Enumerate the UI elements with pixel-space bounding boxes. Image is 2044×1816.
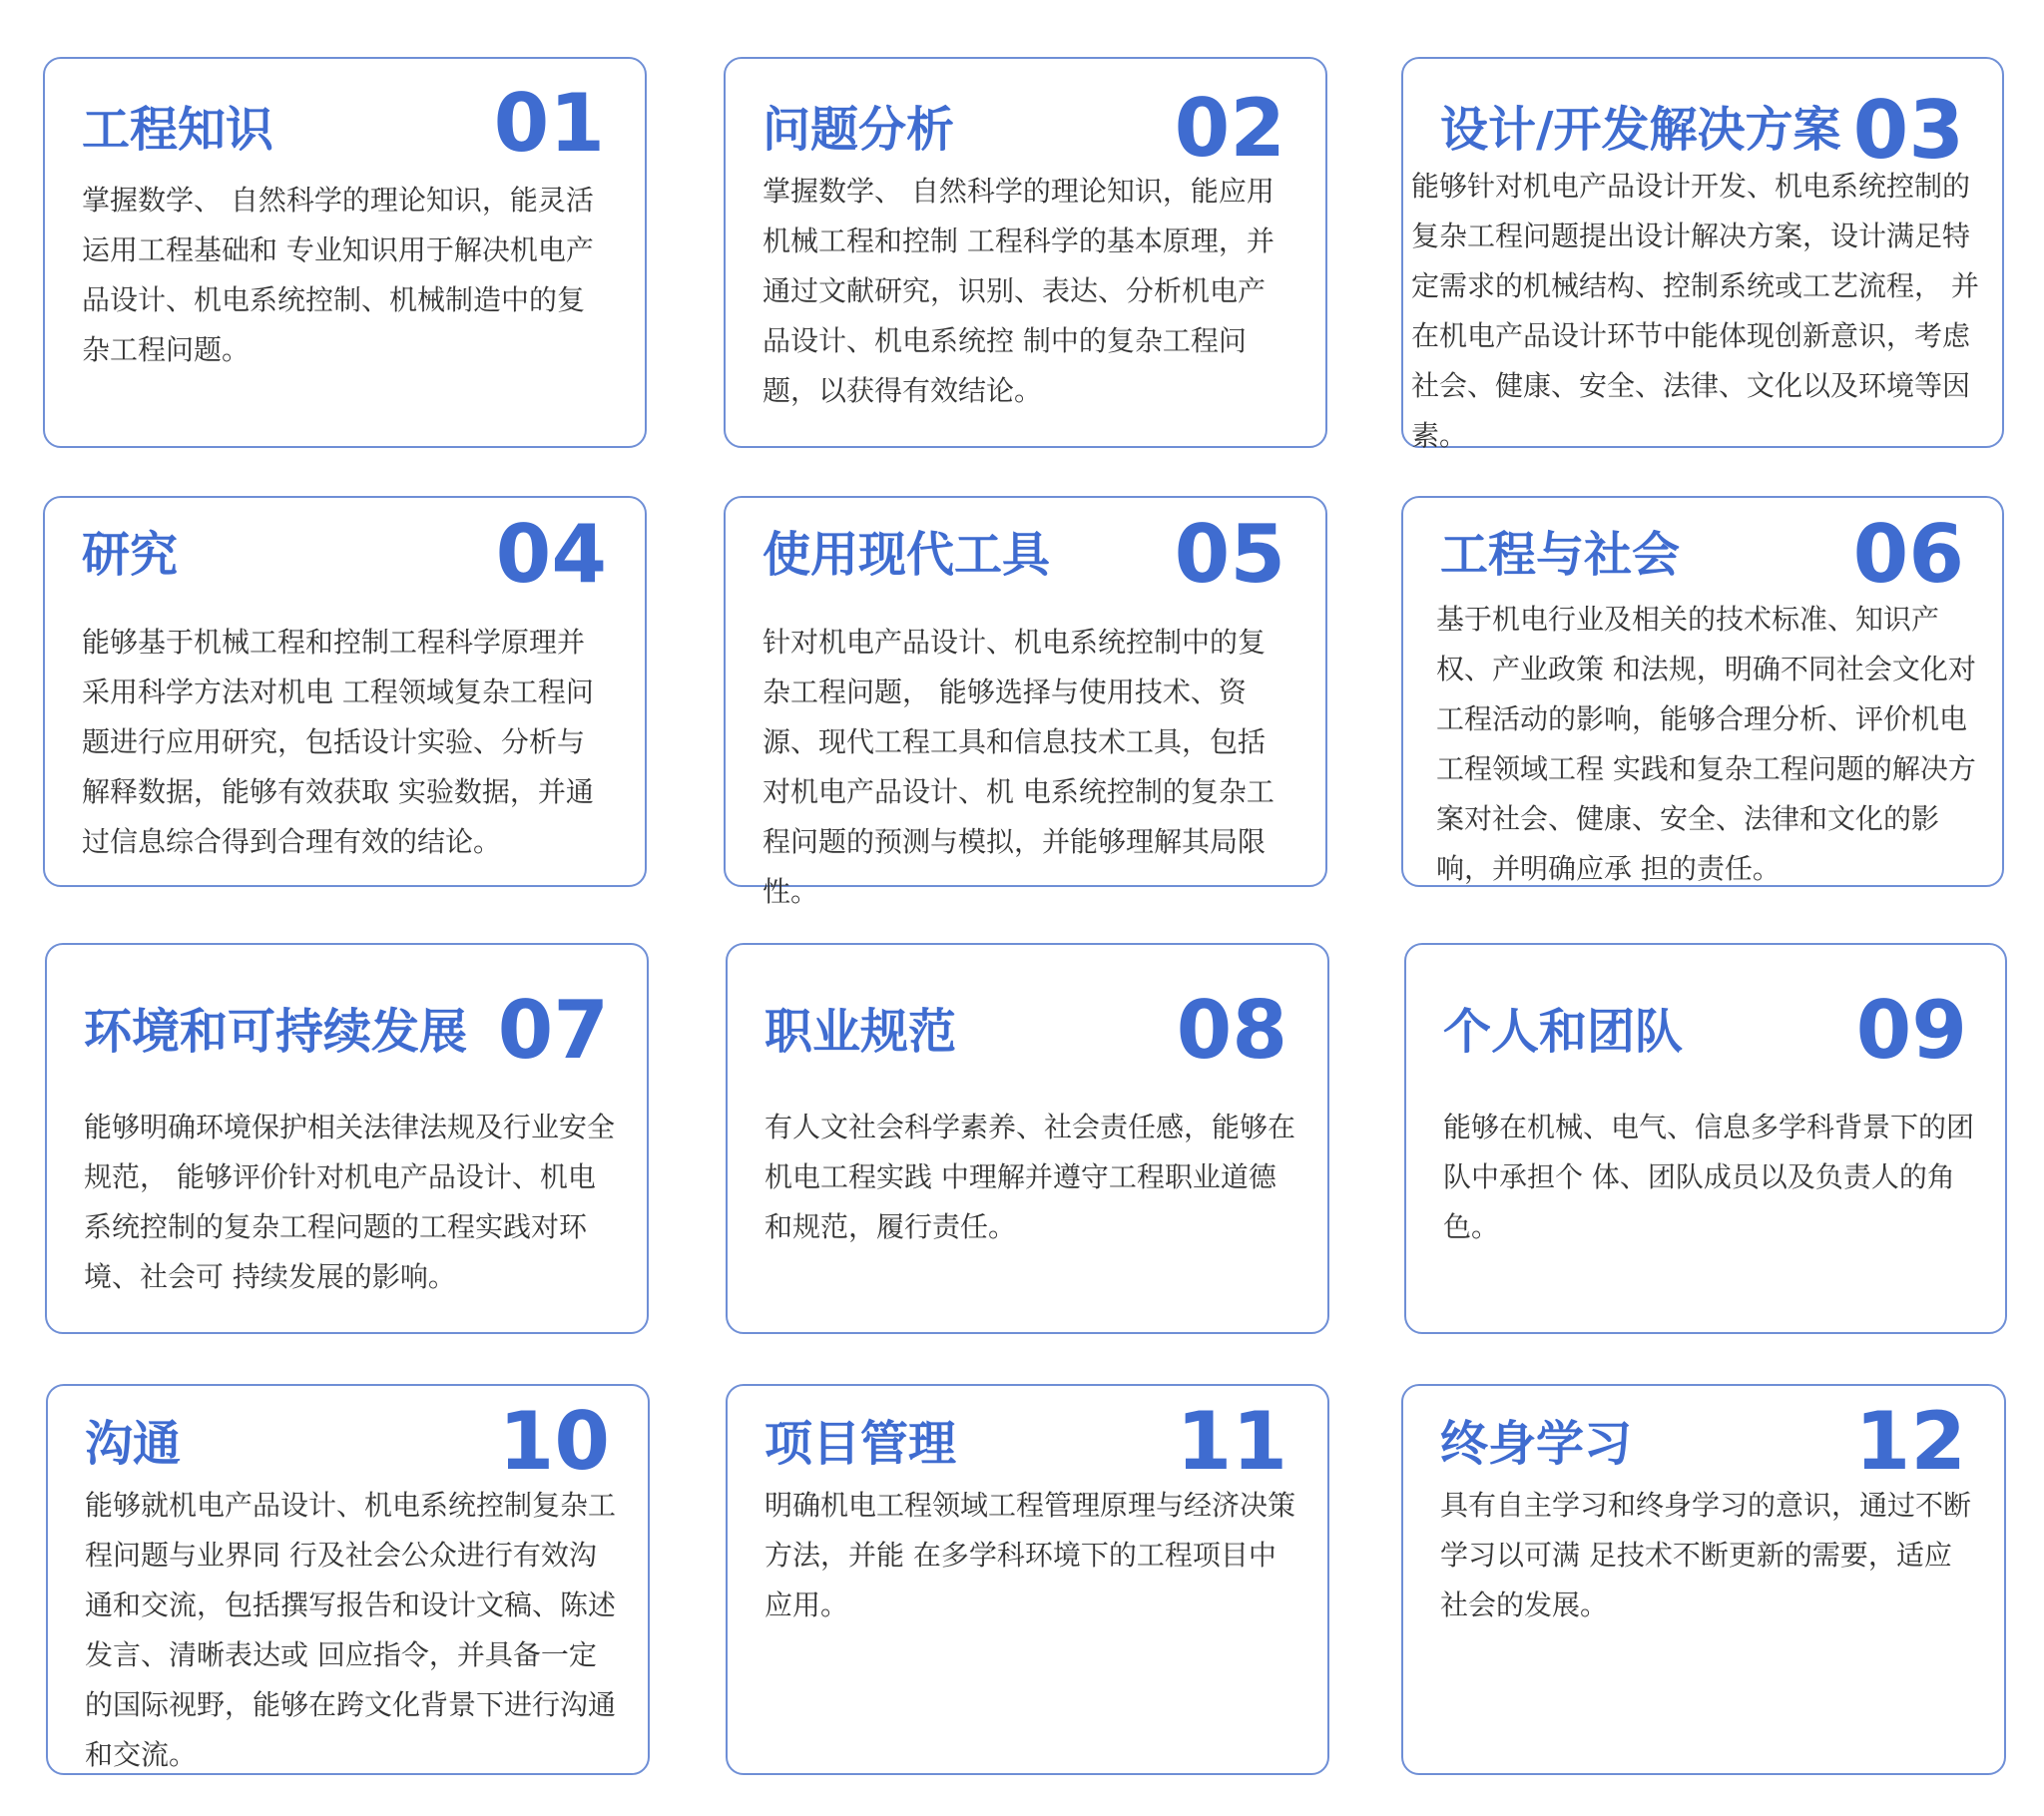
outcome-card-11	[726, 1384, 1329, 1775]
outcome-card-06	[1401, 496, 2004, 887]
card-title: 项目管理	[765, 1416, 957, 1472]
card-description: 具有自主学习和终身学习的意识，通过不断学习以可满 足技术不断更新的需要，适应社会的发展。	[1440, 1489, 1972, 1621]
card-number: 09	[1855, 984, 1967, 1077]
card-description: 能够针对机电产品设计开发、机电系统控制的复杂工程问题提出设计解决方案，设计满足特定需求的机械结构、控制系统或工艺流程， 并在机电产品设计环节中能体现创新意识，考虑社会、健康、安全、法律、文化以及环境等因素。	[1411, 170, 1979, 452]
card-description: 掌握数学、 自然科学的理论知识，能应用机械工程和控制 工程科学的基本原理，并通过文献研究，识别、表达、分析机电产品设计、机电系统控 制中的复杂工程问题，以获得有效结论。	[763, 175, 1275, 407]
card-title: 研究	[82, 527, 179, 583]
card-description: 能够基于机械工程和控制工程科学原理并采用科学方法对机电 工程领域复杂工程问题进行应用研究，包括设计实验、分析与解释数据，能够有效获取 实验数据，并通过信息综合得到合理有效的结论。	[82, 626, 594, 858]
card-title: 终身学习	[1440, 1416, 1633, 1472]
card-title: 沟通	[85, 1416, 182, 1472]
card-description: 掌握数学、 自然科学的理论知识，能灵活运用工程基础和 专业知识用于解决机电产品设计、机电系统控制、机械制造中的复杂工程问题。	[82, 184, 594, 366]
card-number: 03	[1852, 84, 1964, 177]
card-title: 环境和可持续发展	[84, 1004, 468, 1060]
card-description: 能够在机械、电气、信息多学科背景下的团队中承担个 体、团队成员以及负责人的角色。	[1443, 1111, 1975, 1243]
card-title: 工程与社会	[1440, 527, 1681, 583]
card-number: 08	[1176, 984, 1287, 1077]
card-description: 针对机电产品设计、机电系统控制中的复杂工程问题， 能够选择与使用技术、资源、现代工程工具和信息技术工具，包括对机电产品设计、机 电系统控制的复杂工程问题的预测与模拟，并能够理解其局限性。	[763, 626, 1275, 908]
outcome-card-07	[45, 943, 649, 1334]
card-description: 能够就机电产品设计、机电系统控制复杂工程问题与业界同 行及社会公众进行有效沟通和交流，包括撰写报告和设计文稿、陈述发言、清晰表达或 回应指令，并具备一定的国际视野，能够在跨文化背景下进行沟通和交流。	[85, 1489, 617, 1771]
outcome-card-02	[724, 57, 1327, 448]
card-number: 06	[1852, 508, 1964, 601]
card-description: 有人文社会科学素养、社会责任感，能够在机电工程实践 中理解并遵守工程职业道德和规范，履行责任。	[765, 1111, 1296, 1243]
outcome-card-08	[726, 943, 1329, 1334]
card-number: 02	[1174, 82, 1285, 175]
outcome-card-10	[46, 1384, 650, 1775]
outcome-card-12	[1401, 1384, 2006, 1775]
card-title: 使用现代工具	[763, 527, 1051, 583]
card-number: 10	[498, 1395, 610, 1488]
outcome-card-03	[1401, 57, 2004, 452]
card-title: 个人和团队	[1443, 1004, 1684, 1060]
card-number: 05	[1174, 508, 1285, 601]
outcome-card-05	[724, 496, 1327, 908]
outcome-card-04	[43, 496, 647, 887]
card-description: 能够明确环境保护相关法律法规及行业安全规范， 能够评价针对机电产品设计、机电系统控制的复杂工程问题的工程实践对环境、社会可 持续发展的影响。	[84, 1111, 616, 1293]
card-number: 11	[1176, 1395, 1287, 1488]
card-number: 01	[493, 77, 605, 170]
card-description: 明确机电工程领域工程管理原理与经济决策方法，并能 在多学科环境下的工程项目中应用。	[765, 1489, 1296, 1621]
card-title: 问题分析	[763, 102, 955, 158]
card-description: 基于机电行业及相关的技术标准、知识产权、产业政策 和法规，明确不同社会文化对工程活动的影响，能够合理分析、评价机电工程领域工程 实践和复杂工程问题的解决方案对社会、健康、安全、法律和文化的影响，并明确应承 担的责任。	[1436, 603, 1976, 885]
card-title: 职业规范	[765, 1004, 957, 1060]
card-title: 工程知识	[82, 102, 274, 158]
card-number: 12	[1854, 1395, 1966, 1488]
card-number: 04	[495, 508, 607, 601]
outcome-card-09	[1404, 943, 2007, 1334]
outcome-card-01	[43, 57, 647, 448]
card-title: 设计/开发解决方案	[1440, 102, 1841, 158]
card-number: 07	[497, 984, 609, 1077]
